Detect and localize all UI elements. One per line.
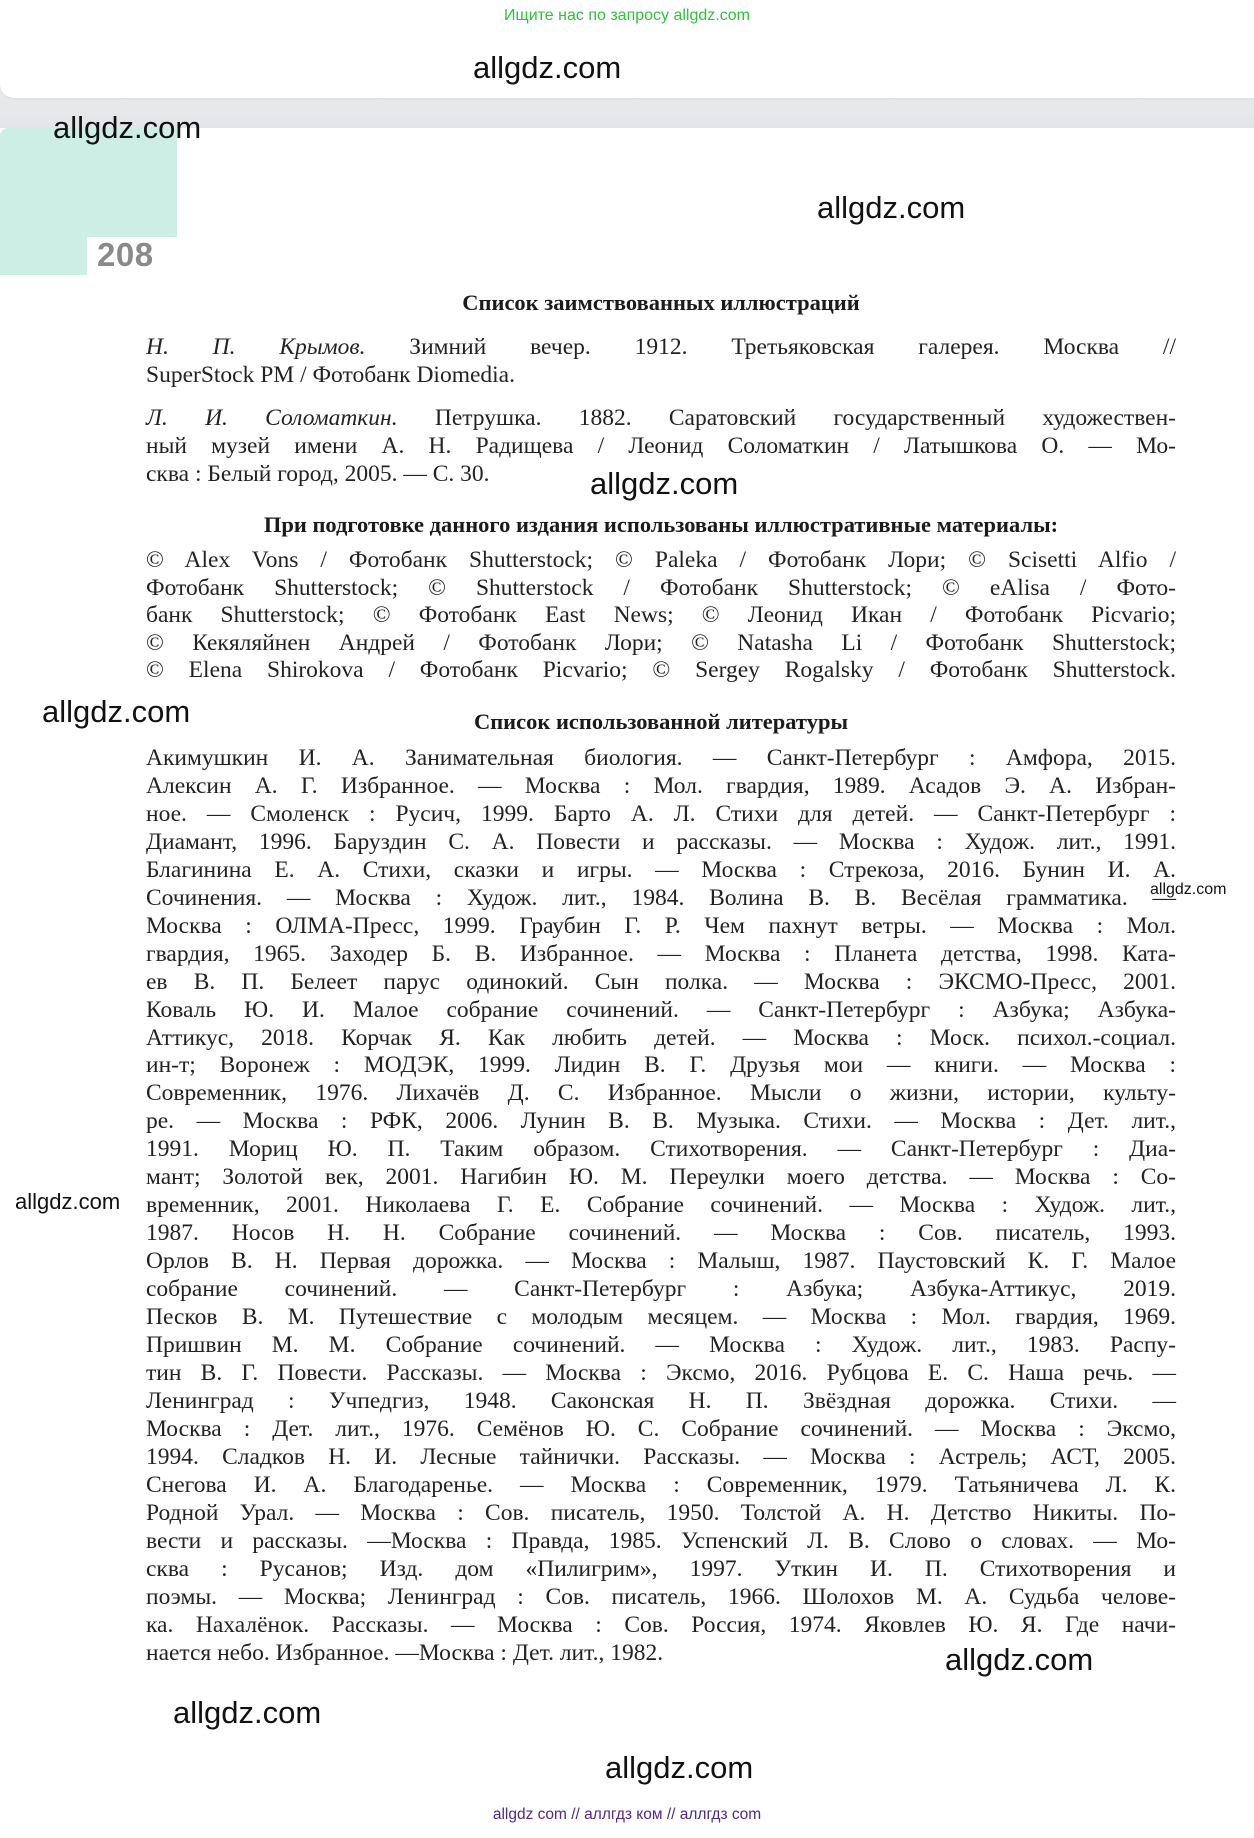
watermark: allgdz.com (945, 1642, 1094, 1677)
literature-line: Диамант, 1996. Баруздин С. А. Повести и рассказы. — Москва : Худож. лит., 1991. (146, 828, 1176, 855)
literature-paragraph (146, 745, 1176, 1667)
literature-line: Ленинград : Учпедгиз, 1948. Саконская Н. П. Звёздная дорожка. Стихи. — (146, 1387, 1176, 1414)
literature-line: Коваль Ю. И. Малое собрание сочинений. — Санкт-Петербург : Азбука; Азбука- (146, 996, 1176, 1023)
literature-line: Орлов В. Н. Первая дорожка. — Москва : Малыш, 1987. Паустовский К. Г. Малое (146, 1248, 1176, 1275)
watermark: allgdz.com (42, 694, 191, 729)
materials-line: © Elena Shirokova / Фотобанк Picvario; © Sergey Rogalsky / Фотобанк Shutterstock. (146, 657, 1176, 683)
entry-line (146, 333, 1176, 361)
watermark: allgdz.com (53, 110, 202, 145)
literature-line: гвардия, 1965. Заходер Б. В. Избранное. — Москва : Планета детства, 1998. Ката- (146, 940, 1176, 967)
literature-line: сква : Русанов; Изд. дом «Пилигрим», 1997. Уткин И. П. Стихотворения и (146, 1555, 1176, 1582)
literature-line: Снегова И. А. Благодаренье. — Москва : Современник, 1979. Татьяничева Л. К. (146, 1471, 1176, 1498)
literature-line: 1994. Сладков Н. И. Лесные тайнички. Рассказы. — Москва : Астрель; АСТ, 2005. (146, 1443, 1176, 1470)
top-banner: Ищите нас по запросу allgdz.com (504, 7, 750, 24)
illustrations-heading: Список заимствованных иллюстраций (462, 290, 860, 315)
literature-line: мант; Золотой век, 2001. Нагибин Ю. М. Переулки моего детства. — Москва : Со- (146, 1164, 1176, 1191)
entry-line: ный музей имени А. Н. Радищева / Леонид Соломаткин / Латышкова О. — Мо- (146, 433, 1176, 459)
literature-line: Благинина Е. А. Стихи, сказки и игры. — Москва : Стрекоза, 2016. Бунин И. А. (146, 856, 1176, 883)
literature-heading: Список использованной литературы (473, 709, 849, 734)
literature-line: поэмы. — Москва; Ленинград : Сов. писатель, 1966. Шолохов М. А. Судьба челове- (146, 1583, 1176, 1610)
literature-line: Москва : ОЛМА-Пресс, 1999. Граубин Г. Р. Чем пахнут ветры. — Москва : Мол. (146, 912, 1176, 939)
watermark: allgdz.com (1150, 881, 1227, 898)
page-number: 208 (97, 236, 154, 273)
literature-line: Аттикус, 2018. Корчак Я. Как любить детей. — Москва : Моск. психол.-социал. (146, 1024, 1176, 1051)
materials-line: © Alex Vons / Фотобанк Shutterstock; © Paleka / Фотобанк Лори; © Scisetti Alfio / (146, 547, 1176, 573)
entry-line: SuperStock PM / Фотобанк Diomedia. (146, 362, 515, 388)
literature-line: Родной Урал. — Москва : Сов. писатель, 1950. Толстой А. Н. Детство Никиты. По- (146, 1499, 1176, 1526)
watermark: allgdz.com (590, 466, 739, 501)
literature-line: Сочинения. — Москва : Худож. лит., 1984. Волина В. В. Весёлая грамматика. — (146, 884, 1176, 911)
footer-watermark: allgdz com // аллгдз ком // аллгдз com (492, 1806, 762, 1823)
literature-line: ев В. П. Белеет парус одинокий. Сын полка. — Москва : ЭКСМО-Пресс, 2001. (146, 968, 1176, 995)
entry-author: Н. П. Крымов. (146, 334, 366, 360)
entry-author: Л. И. Соломаткин. (146, 405, 398, 431)
materials-line: © Кекяляйнен Андрей / Фотобанк Лори; © Natasha Li / Фотобанк Shutterstock; (146, 629, 1176, 656)
literature-line: ре. — Москва : РФК, 2006. Лунин В. В. Музыка. Стихи. — Москва : Дет. лит., (146, 1108, 1176, 1135)
literature-line: собрание сочинений. — Санкт-Петербург : Азбука; Азбука-Аттикус, 2019. (146, 1276, 1176, 1303)
materials-heading: При подготовке данного издания использованы иллюстративные материалы: (263, 512, 1059, 537)
literature-line: тин В. Г. Повести. Рассказы. — Москва : Эксмо, 2016. Рубцова Е. С. Наша речь. — (146, 1359, 1176, 1386)
watermark: allgdz.com (15, 1189, 121, 1214)
entry-line (146, 404, 1176, 432)
literature-line: Акимушкин И. А. Занимательная биология. — Санкт-Петербург : Амфора, 2015. (146, 745, 1176, 771)
literature-line: вести и рассказы. —Москва : Правда, 1985. Успенский Л. В. Слово о словах. — Мо- (146, 1527, 1176, 1554)
entry-text: Зимний вечер. 1912. Третьяковская галерея. Москва // (365, 334, 1176, 360)
materials-paragraph (146, 547, 1176, 685)
materials-line: Фотобанк Shutterstock; © Shutterstock / Фотобанк Shutterstock; © eAlisa / Фото- (146, 574, 1176, 601)
literature-line: Москва : Дет. лит., 1976. Семёнов Ю. С. Собрание сочинений. — Москва : Эксмо, (146, 1415, 1176, 1442)
watermark: allgdz.com (173, 1695, 322, 1730)
entry-line: сква : Белый город, 2005. — С. 30. (146, 461, 490, 487)
literature-line: Песков В. М. Путешествие с молодым месяцем. — Москва : Мол. гвардия, 1969. (146, 1304, 1176, 1331)
literature-line: 1987. Носов Н. Н. Собрание сочинений. — Москва : Сов. писатель, 1993. (146, 1220, 1176, 1247)
literature-line: Алексин А. Г. Избранное. — Москва : Мол. гвардия, 1989. Асадов Э. А. Избран- (146, 772, 1176, 799)
literature-line: ин-т; Воронеж : МОДЭК, 1999. Лидин В. Г. Друзья мои — книги. — Москва : (146, 1052, 1176, 1079)
illustration-entry-1 (146, 333, 1176, 389)
literature-line: ное. — Смоленск : Русич, 1999. Барто А. Л. Стихи для детей. — Санкт-Петербург : (146, 800, 1176, 827)
literature-line: ка. Нахалёнок. Рассказы. — Москва : Сов. Россия, 1974. Яковлев Ю. Я. Где начи- (146, 1611, 1176, 1638)
literature-line: временник, 2001. Николаева Г. Е. Собрание сочинений. — Москва : Худож. лит., (146, 1192, 1176, 1219)
watermark: allgdz.com (473, 50, 622, 85)
literature-line: 1991. Мориц Ю. П. Таким образом. Стихотворения. — Санкт-Петербург : Диа- (146, 1136, 1176, 1163)
watermark: allgdz.com (605, 1750, 754, 1785)
materials-line: банк Shutterstock; © Фотобанк East News; © Леонид Икан / Фотобанк Picvario; (146, 602, 1176, 628)
literature-line: нается небо. Избранное. —Москва : Дет. лит., 1982. (146, 1639, 664, 1666)
entry-text: Петрушка. 1882. Саратовский государственный художествен- (397, 405, 1176, 431)
literature-line: Современник, 1976. Лихачёв Д. С. Избранное. Мысли о жизни, истории, культу- (146, 1080, 1176, 1107)
literature-line: Пришвин М. М. Собрание сочинений. — Москва : Худож. лит., 1983. Распу- (146, 1332, 1176, 1359)
watermark: allgdz.com (817, 190, 966, 225)
header-bar (0, 36, 1254, 98)
